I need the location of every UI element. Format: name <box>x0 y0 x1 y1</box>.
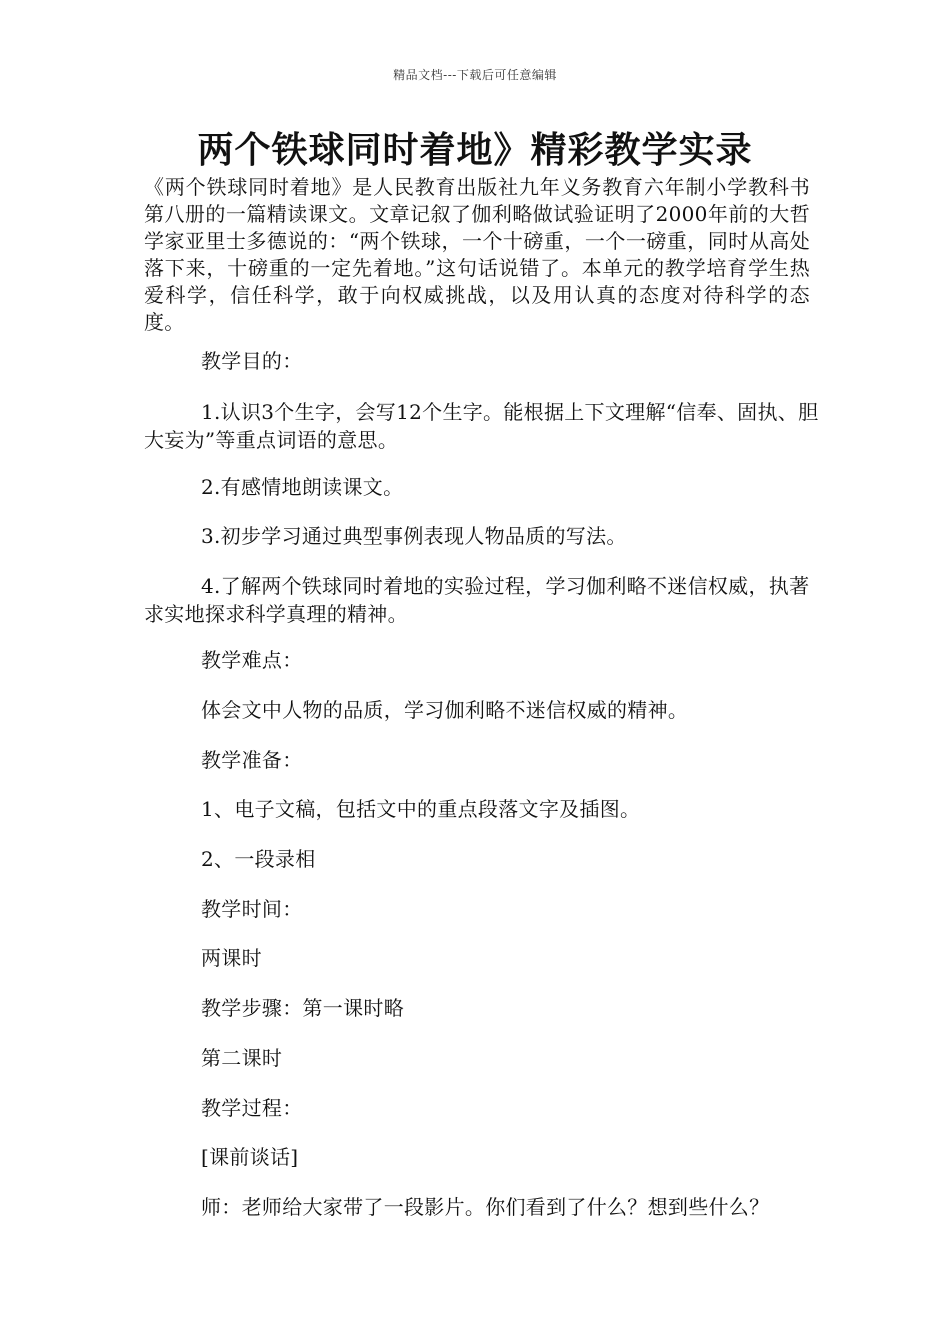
paragraph-difficulty: 体会文中人物的品质，学习伽利略不迷信权威的精神。 <box>201 698 689 722</box>
paragraph-preparation-1: 1、电子文稿，包括文中的重点段落文字及插图。 <box>201 797 641 821</box>
paragraph-time: 两课时 <box>201 946 262 970</box>
paragraph-difficulty-heading: 教学难点： <box>201 648 303 672</box>
paragraph-time-heading: 教学时间： <box>201 897 303 921</box>
paragraph-goal-4: 4.了解两个铁球同时着地的实验过程，学习伽利略不迷信权威，执著求实地探求科学真理的精神。 <box>144 574 810 626</box>
intro-paragraph: 《两个铁球同时着地》是人民教育出版社九年义务教育六年制小学教科书第八册的一篇精读课文。文章记叙了伽利略做试验证明了2000年前的大哲学家亚里士多德说的：“两个铁球，一个十磅重，一个一磅重，同时从高处落下来，十磅重的一定先着地。”这句话说错了。本单元的教学培育学生热爱科学，信任科学，敢于向权威挑战，以及用认真的态度对待科学的态度。 <box>144 175 810 334</box>
paragraph-goal-1: 1.认识3个生字，会写12个生字。能根据上下文理解“信奉、固执、胆大妄为”等重点词语的意思。 <box>144 400 819 452</box>
paragraph-goal-3: 3.初步学习通过典型事例表现人物品质的写法。 <box>201 524 627 548</box>
paragraph-process-heading: 教学过程： <box>201 1096 303 1120</box>
paragraph-teaching-goals-heading: 教学目的： <box>201 349 303 373</box>
paragraph-preparation-heading: 教学准备： <box>201 748 303 772</box>
paragraph-goal-2: 2.有感情地朗读课文。 <box>201 475 404 499</box>
paragraph-steps: 教学步骤：第一课时略 <box>201 996 404 1020</box>
paragraph-preparation-2: 2、一段录相 <box>201 847 316 871</box>
paragraph-pre-class-talk: [课前谈话] <box>201 1145 299 1169</box>
paragraph-second-lesson: 第二课时 <box>201 1046 283 1070</box>
document-title: 两个铁球同时着地》精彩教学实录 <box>197 129 753 171</box>
paragraph-teacher-line: 师：老师给大家带了一段影片。你们看到了什么？想到些什么？ <box>201 1195 770 1219</box>
header-note: 精品文档---下载后可任意编辑 <box>393 68 557 82</box>
